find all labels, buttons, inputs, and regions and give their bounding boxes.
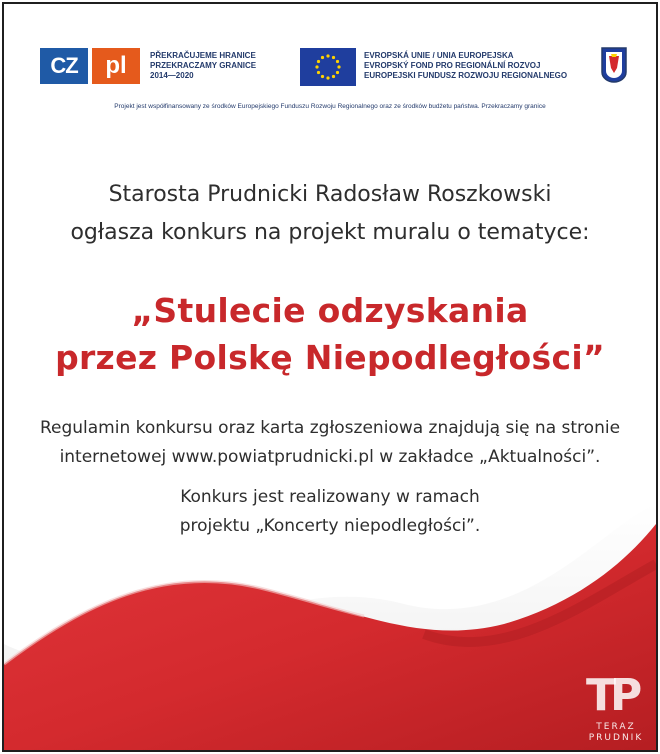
czpl-slogan-line: PRZEKRACZAMY GRANICE [150, 61, 257, 70]
voivodeship-emblem-icon [600, 46, 628, 84]
project-line: projektu „Koncerty niepodległości”. [179, 516, 481, 536]
eu-text-line: EVROPSKÝ FOND PRO REGIONÁLNÍ ROZVOJ [364, 61, 541, 70]
intro-line: Starosta Prudnicki Radosław Roszkowski [108, 182, 552, 207]
interreg-czpl-logo [40, 48, 140, 84]
czpl-slogan-line: PŘEKRAČUJEME HRANICE [150, 51, 256, 60]
watermark-word: TERAZ [596, 722, 636, 732]
tp-logo-mark: TP [586, 670, 637, 721]
eu-fund-text [364, 51, 567, 81]
announcement-intro [4, 176, 656, 252]
intro-line: ogłasza konkurs na projekt muralu o tematyce: [70, 220, 590, 245]
watermark-word: PRUDNIK [588, 733, 644, 743]
rules-line: Regulamin konkursu oraz karta zgłoszeniowa znajdują się na stronie [39, 418, 621, 438]
teraz-prudnik-watermark [580, 670, 652, 746]
title-line: „Stulecie odzyskania [131, 291, 529, 330]
eu-text-line: EUROPEJSKI FUNDUSZ ROZWOJU REGIONALNEGO [364, 71, 568, 80]
poster [2, 2, 658, 752]
cofinancing-note: Projekt jest współfinansowany ze środków Europejskiego Funduszu Rozwoju Regionalnego oraz ze środków budżetu państwa. Przekraczamy granice [114, 103, 546, 110]
czpl-logo-pl: pl [92, 48, 140, 84]
eu-text-line: EVROPSKÁ UNIE / UNIA EUROPEJSKA [364, 51, 514, 60]
project-line: Konkurs jest realizowany w ramach [180, 487, 480, 507]
czpl-slogan [150, 51, 256, 81]
competition-title [4, 287, 656, 381]
czpl-logo-cz: CZ [40, 48, 88, 84]
rules-line: internetowej www.powiatprudnicki.pl w zakładce „Aktualności”. [59, 447, 601, 467]
rules-info [4, 414, 656, 472]
project-info [4, 483, 656, 541]
czpl-slogan-line: 2014—2020 [150, 71, 194, 80]
title-line: przez Polskę Niepodległości” [55, 338, 605, 377]
eu-flag-icon [300, 48, 356, 86]
